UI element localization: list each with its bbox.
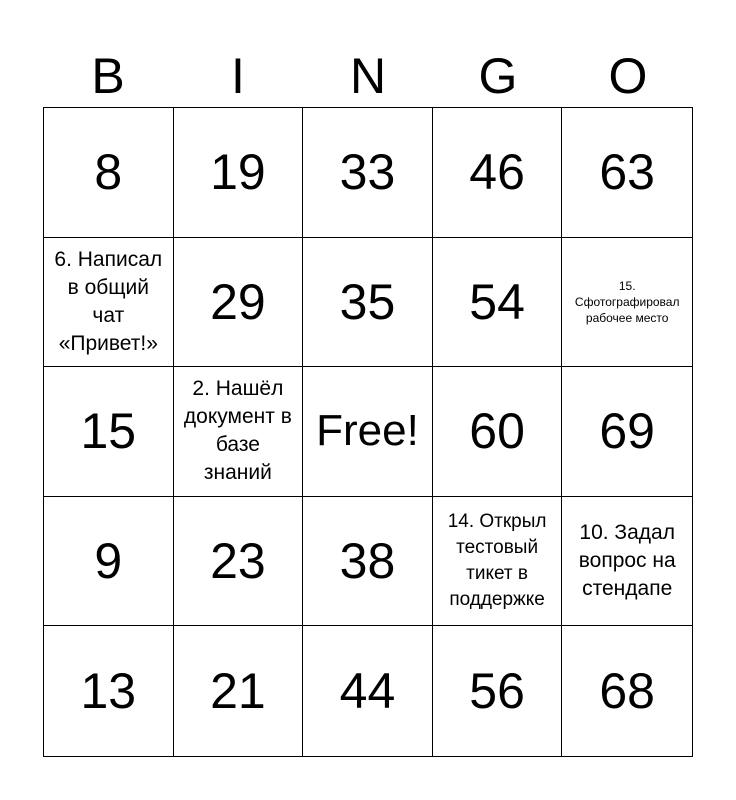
bingo-cell-r3-c1[interactable] — [44, 367, 174, 497]
cell-text: 35 — [339, 273, 396, 330]
bingo-cell-r4-c1[interactable] — [44, 497, 174, 627]
cell-text: 19 — [210, 144, 266, 201]
bingo-header — [43, 44, 693, 108]
bingo-cell-r5-c3[interactable] — [303, 626, 433, 756]
cell-text: 23 — [210, 533, 266, 590]
cell-text: 69 — [599, 403, 655, 460]
bingo-cell-r5-c1[interactable] — [44, 626, 174, 756]
bingo-cell-r2-c3[interactable] — [303, 238, 433, 368]
header-letter-o: O — [608, 48, 648, 104]
cell-text: 60 — [469, 403, 525, 460]
cell-text: 68 — [599, 663, 655, 720]
bingo-cell-r4-c2[interactable] — [174, 497, 304, 627]
bingo-cell-r3-c2[interactable] — [174, 367, 304, 497]
bingo-cell-r3-c4[interactable] — [433, 367, 563, 497]
cell-text: 54 — [469, 273, 525, 330]
cell-text: 15. Сфотографировал рабочее место — [574, 278, 680, 325]
cell-text: 9 — [94, 533, 123, 590]
bingo-cell-r1-c5[interactable] — [562, 108, 692, 238]
header-letter-g: G — [478, 48, 518, 104]
bingo-board — [43, 107, 693, 757]
header-letter-i: I — [231, 48, 245, 104]
cell-text: 38 — [339, 533, 396, 590]
bingo-cell-r5-c5[interactable] — [562, 626, 692, 756]
bingo-cell-r1-c1[interactable] — [44, 108, 174, 238]
cell-text: 33 — [339, 144, 396, 201]
cell-text: 2. Нашёл документ в базе знаний — [183, 377, 292, 485]
bingo-cell-r5-c2[interactable] — [174, 626, 304, 756]
cell-text: 46 — [469, 144, 525, 201]
bingo-cell-r1-c4[interactable] — [433, 108, 563, 238]
cell-text: 6. Написал в общий чат «Привет!» — [54, 247, 163, 355]
cell-text: 21 — [210, 663, 266, 720]
cell-text: 63 — [599, 144, 655, 201]
bingo-cell-r5-c4[interactable] — [433, 626, 563, 756]
cell-text: 14. Открыл тестовый тикет в поддержке — [447, 511, 547, 611]
bingo-free-space[interactable] — [303, 367, 433, 497]
bingo-cell-r1-c2[interactable] — [174, 108, 304, 238]
bingo-cell-r2-c1[interactable] — [44, 238, 174, 368]
cell-text: Free! — [316, 406, 419, 456]
bingo-cell-r2-c5[interactable] — [562, 238, 692, 368]
bingo-cell-r1-c3[interactable] — [303, 108, 433, 238]
cell-text: 13 — [80, 663, 137, 720]
bingo-cell-r3-c5[interactable] — [562, 367, 692, 497]
cell-text: 29 — [210, 273, 266, 330]
bingo-cell-r4-c3[interactable] — [303, 497, 433, 627]
bingo-cell-r4-c4[interactable] — [433, 497, 563, 627]
cell-text: 10. Задал вопрос на стендапе — [578, 521, 676, 601]
bingo-cell-r4-c5[interactable] — [562, 497, 692, 627]
cell-text: 44 — [339, 663, 396, 720]
cell-text: 15 — [80, 403, 137, 460]
header-letter-n: N — [349, 48, 387, 104]
header-letter-b: B — [91, 48, 125, 104]
cell-text: 56 — [469, 663, 525, 720]
bingo-cell-r2-c4[interactable] — [433, 238, 563, 368]
bingo-cell-r2-c2[interactable] — [174, 238, 304, 368]
cell-text: 8 — [94, 144, 123, 201]
